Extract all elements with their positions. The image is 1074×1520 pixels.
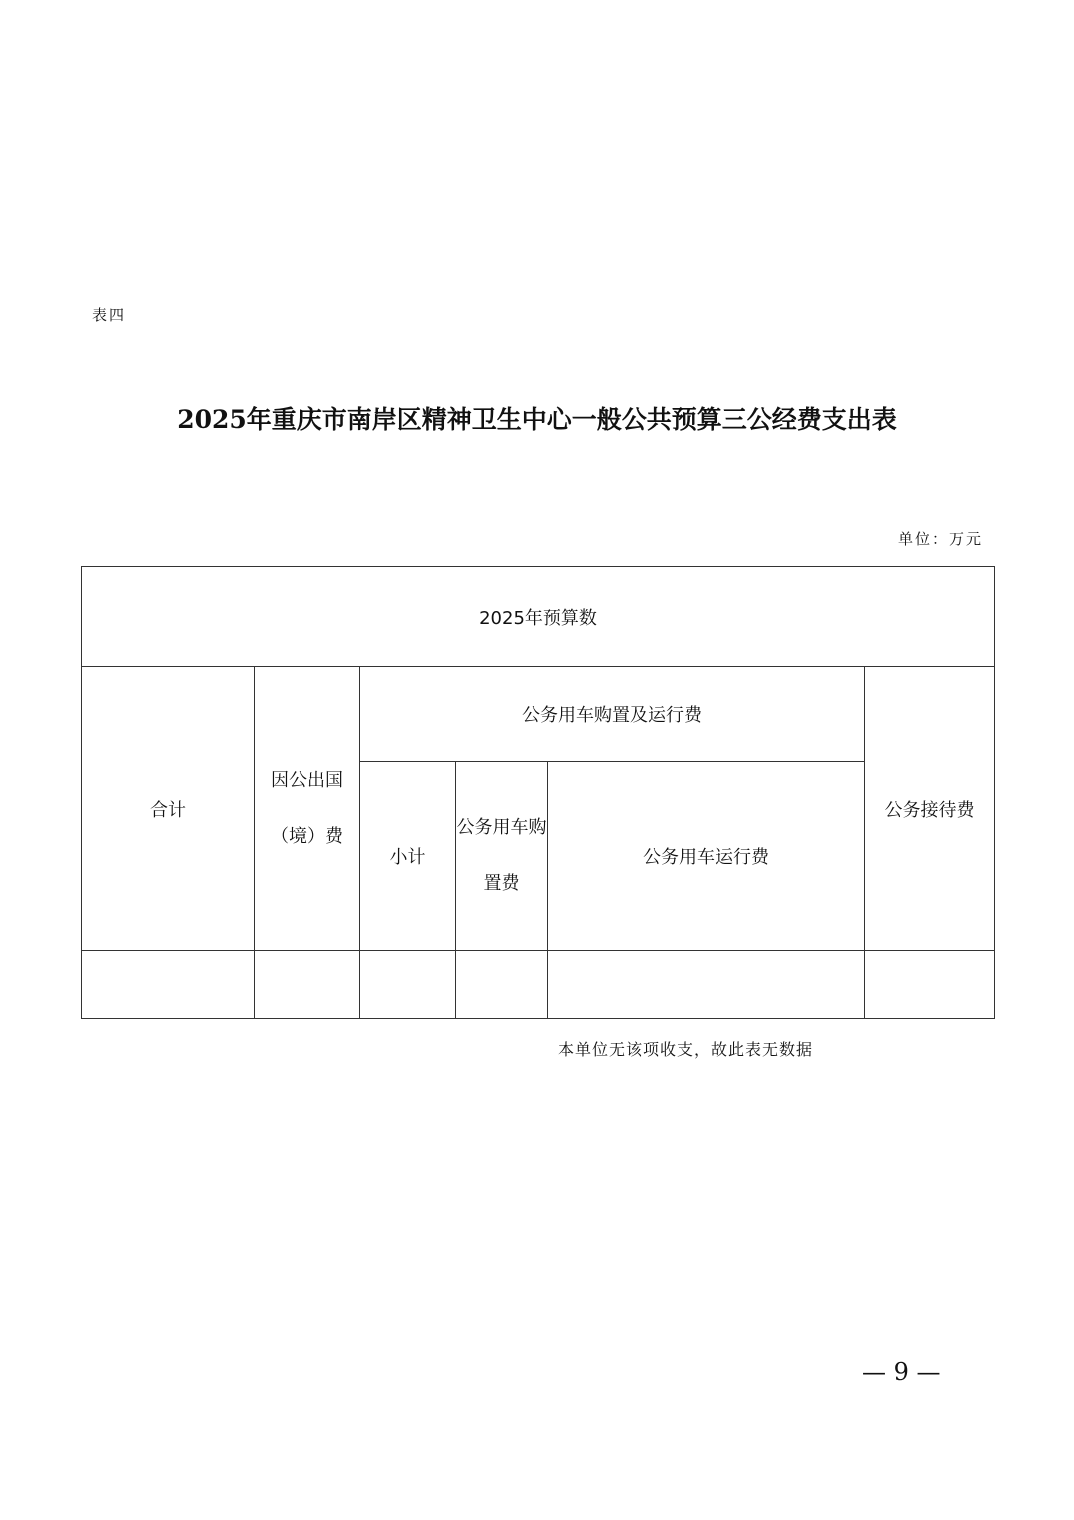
cell-reception <box>865 951 995 1019</box>
header-vehicle-purchase: 公务用车购置费 <box>456 762 548 951</box>
header-vehicle-group: 公务用车购置及运行费 <box>360 667 865 762</box>
cell-vehicle-operation <box>548 951 865 1019</box>
budget-table <box>81 566 995 1019</box>
header-subtotal: 小计 <box>360 762 456 951</box>
cell-vehicle-purchase <box>456 951 548 1019</box>
header-budget-year: 2025年预算数 <box>82 567 995 667</box>
unit-label: 单位：万元 <box>897 530 983 548</box>
table-label: 表四 <box>92 306 127 324</box>
document-title: 2025年重庆市南岸区精神卫生中心一般公共预算三公经费支出表 <box>177 405 897 434</box>
header-vehicle-operation: 公务用车运行费 <box>548 762 865 951</box>
header-reception-expense: 公务接待费 <box>865 667 995 951</box>
cell-total <box>82 951 255 1019</box>
cell-subtotal <box>360 951 456 1019</box>
no-data-note: 本单位无该项收支，故此表无数据 <box>558 1040 814 1059</box>
page-number: — 9 — <box>862 1358 941 1386</box>
cell-abroad <box>255 951 360 1019</box>
header-total: 合计 <box>82 667 255 951</box>
header-abroad-expense: 因公出国（境）费 <box>255 667 360 951</box>
